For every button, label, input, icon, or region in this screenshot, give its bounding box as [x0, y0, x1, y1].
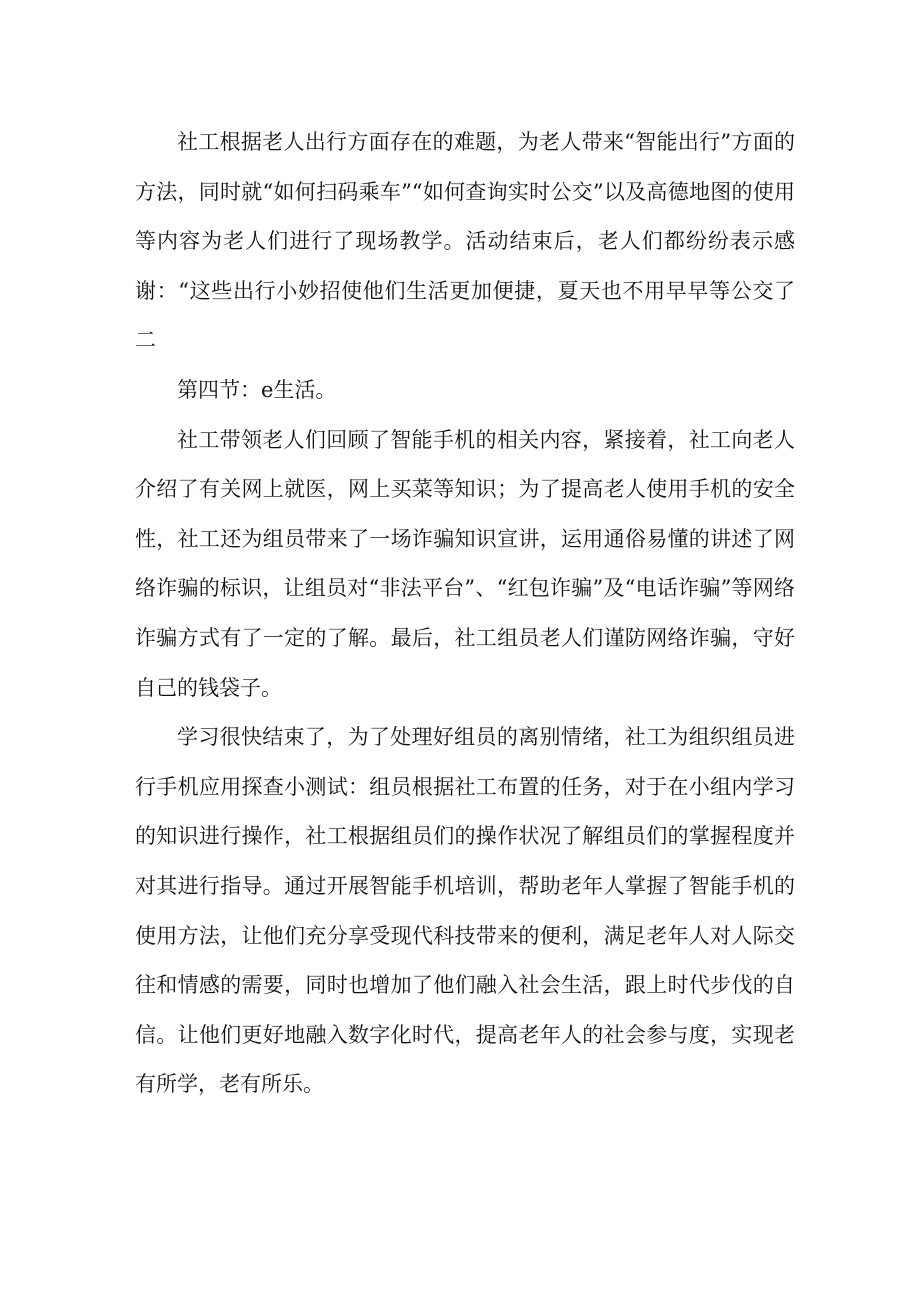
paragraph-smart-travel: 社工根据老人出行方面存在的难题，为老人带来“智能出行”方面的方法，同时就“如何扫码乘车”“如何查询实时公交”以及高德地图的使用等内容为老人们进行了现场教学。活动结束后，老人们都纷纷表示感谢：“这些出行小妙招使他们生活更加便捷，夏天也不用早早等公交了二: [135, 130, 795, 353]
paragraph-online-services: 社工带领老人们回顾了智能手机的相关内容，紧接着，社工向老人介绍了有关网上就医，网上买菜等知识；为了提高老人使用手机的安全性，社工还为组员带来了一场诈骗知识宣讲，运用通俗易懂的讲述了网络诈骗的标识，让组员对“非法平台”、“红包诈骗”及“电话诈骗”等网络诈骗方式有了一定的了解。最后，社工组员老人们谨防网络诈骗，守好自己的钱袋子。: [135, 427, 795, 700]
paragraph-summary: 学习很快结束了，为了处理好组员的离别情绪，社工为组织组员进行手机应用探查小测试：组员根据社工布置的任务，对于在小组内学习的知识进行操作，社工根据组员们的操作状况了解组员们的掌握程度并对其进行指导。通过开展智能手机培训，帮助老年人掌握了智能手机的使用方法，让他们充分享受现代科技带来的便利，满足老年人对人际交往和情感的需要，同时也增加了他们融入社会生活，跟上时代步伐的自信。让他们更好地融入数字化时代，提高老年人的社会参与度，实现老有所学，老有所乐。: [135, 725, 795, 1097]
section-heading-e-life: 第四节：e生活。: [177, 377, 337, 402]
body-text: [135, 118, 795, 1110]
